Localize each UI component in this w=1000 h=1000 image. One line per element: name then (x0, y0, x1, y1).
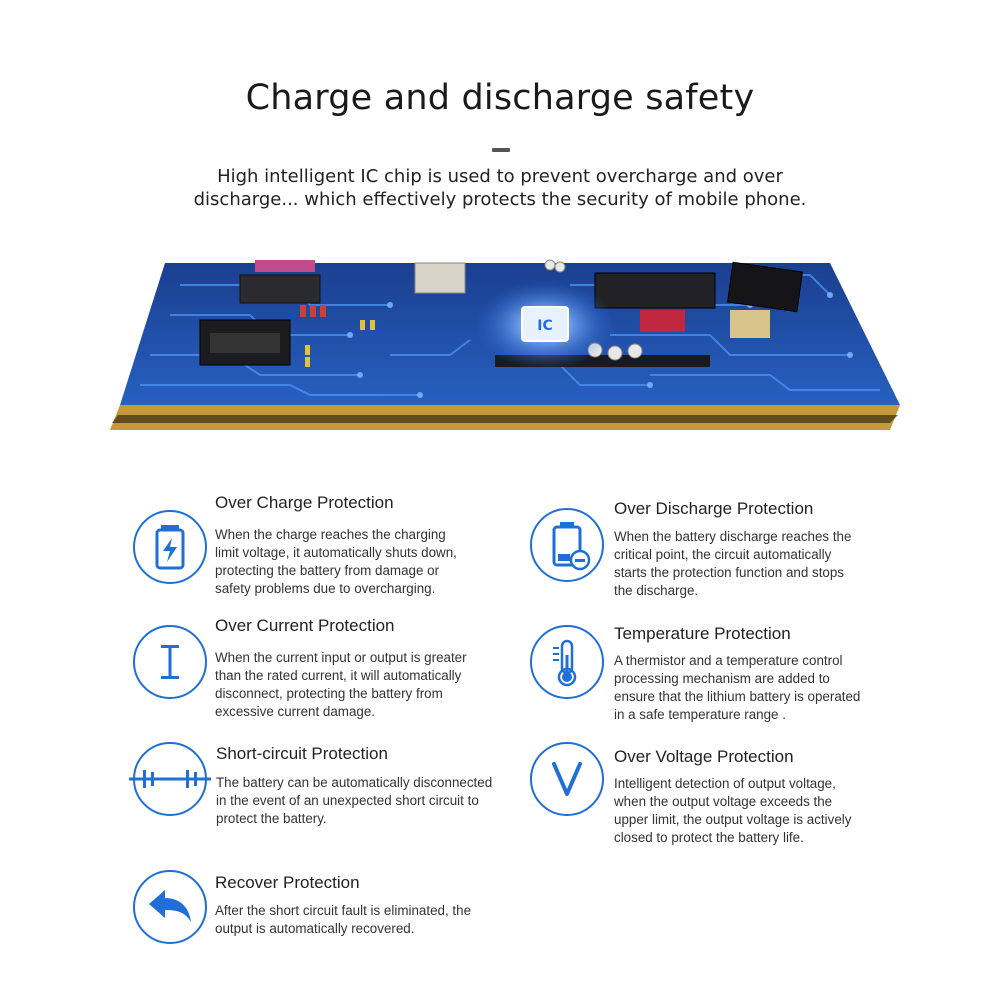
subtitle-line: discharge... which effectively protects the security of mobile phone. (193, 189, 807, 210)
subtitle-line: High intelligent IC chip is used to prevent overcharge and over (217, 166, 783, 187)
recover-arrow-icon (133, 870, 207, 944)
page-subtitle (0, 165, 1000, 211)
feature-description (215, 902, 471, 938)
feature-description (215, 649, 467, 721)
voltage-v-icon (530, 742, 604, 816)
description-line: When the current input or output is greater (215, 650, 467, 665)
feature-description (614, 528, 851, 600)
description-line: limit voltage, it automatically shuts down, (215, 545, 457, 560)
battery-discharge-icon (530, 508, 604, 582)
description-line: excessive current damage. (215, 704, 376, 719)
description-line: protect the battery. (216, 811, 327, 826)
feature-title: Short-circuit Protection (216, 744, 388, 763)
feature-title: Temperature Protection (614, 624, 791, 643)
feature-description (614, 652, 860, 724)
current-i-icon (133, 625, 207, 699)
description-line: closed to protect the battery life. (614, 830, 804, 845)
svg-text:IC: IC (537, 318, 553, 334)
feature-title: Over Charge Protection (215, 493, 394, 512)
description-line: starts the protection function and stops (614, 565, 845, 580)
feature-description (215, 526, 457, 598)
feature-description (614, 775, 851, 847)
thermometer-icon (530, 625, 604, 699)
description-line: ensure that the lithium battery is operated (614, 689, 861, 704)
short-circuit-icon (133, 742, 207, 816)
description-line: When the charge reaches the charging (215, 527, 446, 542)
description-line: than the rated current, it will automatically (215, 668, 462, 683)
circuit-board-image (90, 245, 910, 455)
description-line: The battery can be automatically disconnected (216, 775, 493, 790)
feature-title: Over Current Protection (215, 616, 395, 635)
description-line: in a safe temperature range . (614, 707, 786, 722)
battery-charging-icon (133, 510, 207, 584)
description-line: Intelligent detection of output voltage, (614, 776, 836, 791)
title-divider (492, 148, 510, 152)
description-line: A thermistor and a temperature control (614, 653, 843, 668)
description-line: processing mechanism are added to (614, 671, 830, 686)
feature-title: Over Voltage Protection (614, 747, 794, 766)
description-line: safety problems due to overcharging. (215, 581, 436, 596)
description-line: When the battery discharge reaches the (614, 529, 852, 544)
description-line: in the event of an unexpected short circuit to (216, 793, 479, 808)
description-line: output is automatically recovered. (215, 921, 415, 936)
description-line: the discharge. (614, 583, 699, 598)
description-line: disconnect, protecting the battery from (215, 686, 443, 701)
page-title: Charge and discharge safety (245, 78, 755, 118)
feature-description (216, 774, 492, 828)
description-line: upper limit, the output voltage is actively (614, 812, 852, 827)
description-line: After the short circuit fault is eliminated, the (215, 903, 472, 918)
description-line: when the output voltage exceeds the (614, 794, 833, 809)
description-line: critical point, the circuit automatically (614, 547, 832, 562)
description-line: protecting the battery from damage or (215, 563, 440, 578)
feature-title: Recover Protection (215, 873, 360, 892)
feature-title: Over Discharge Protection (614, 499, 814, 518)
